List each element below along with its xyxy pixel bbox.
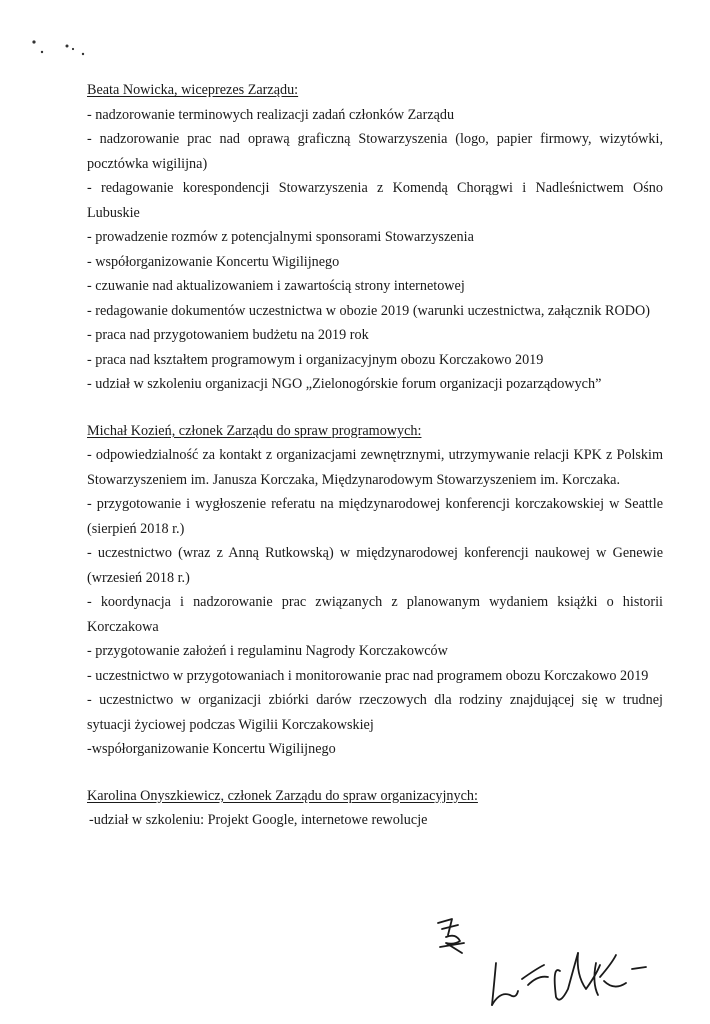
list-item: - nadzorowanie prac nad oprawą graficzną Stowarzyszenia (logo, papier firmowy, wizytówki, pocztówka wigilijna): [87, 131, 663, 172]
list-item: - nadzorowanie terminowych realizacji zadań członków Zarządu: [87, 106, 455, 123]
list-item: - uczestnictwo w przygotowaniach i monitorowanie prac nad programem obozu Korczakowo 2019: [87, 667, 649, 684]
section-michal-kozien: [87, 419, 663, 762]
section-beata-nowicka: [87, 78, 663, 397]
section-karolina-onyszkiewicz: [87, 784, 663, 833]
section-heading: Karolina Onyszkiewicz, członek Zarządu do spraw organizacyjnych:: [87, 787, 478, 804]
list-item: - praca nad kształtem programowym i organizacyjnym obozu Korczakowo 2019: [87, 351, 544, 368]
list-item: - uczestnictwo (wraz z Anną Rutkowską) w międzynarodowej konferencji naukowej w Genewie (wrzesień 2018 r.): [87, 545, 663, 586]
list-item: - współorganizowanie Koncertu Wigilijnego: [87, 253, 340, 270]
list-item: -współorganizowanie Koncertu Wigilijnego: [87, 741, 336, 757]
document-body: [87, 78, 663, 833]
list-item: - redagowanie dokumentów uczestnictwa w obozie 2019 (warunki uczestnictwa, załącznik RODO): [87, 302, 650, 319]
handwritten-signatures: [420, 905, 680, 1015]
cursive-signature: [492, 953, 646, 1005]
initials-signature: [438, 919, 464, 953]
list-item: - czuwanie nad aktualizowaniem i zawartością strony internetowej: [87, 278, 465, 294]
list-item: - praca nad przygotowaniem budżetu na 2019 rok: [87, 327, 369, 343]
section-heading: Michał Kozień, członek Zarządu do spraw programowych:: [87, 422, 422, 439]
scan-specks: [28, 36, 88, 60]
list-item: - odpowiedzialność za kontakt z organizacjami zewnętrznymi, utrzymywanie relacji KPK z Polskim Stowarzyszeniem im. Janusza Korczaka, Międzynarodowym Stowarzyszeniem im. Korczaka.: [87, 447, 663, 488]
list-item: - redagowanie korespondencji Stowarzyszenia z Komendą Chorągwi i Nadleśnictwem Ośno Lubuskie: [87, 180, 663, 221]
list-item: - uczestnictwo w organizacji zbiórki darów rzeczowych dla rodziny znajdującej się w trudnej sytuacji życiowej podczas Wigilii Korczakowskiej: [87, 692, 663, 733]
list-item: - koordynacja i nadzorowanie prac związanych z planowanym wydaniem książki o historii Korczakowa: [87, 594, 663, 635]
list-item: - prowadzenie rozmów z potencjalnymi sponsorami Stowarzyszenia: [87, 229, 474, 245]
list-item: - przygotowanie założeń i regulaminu Nagrody Korczakowców: [87, 643, 448, 659]
list-item: - przygotowanie i wygłoszenie referatu na międzynarodowej konferencji korczakowskiej w Seattle (sierpień 2018 r.): [87, 496, 663, 537]
section-heading: Beata Nowicka, wiceprezes Zarządu:: [87, 82, 299, 98]
list-item: -udział w szkoleniu: Projekt Google, internetowe rewolucje: [89, 812, 428, 828]
list-item: - udział w szkoleniu organizacji NGO „Zielonogórskie forum organizacji pozarządowych”: [87, 376, 602, 392]
